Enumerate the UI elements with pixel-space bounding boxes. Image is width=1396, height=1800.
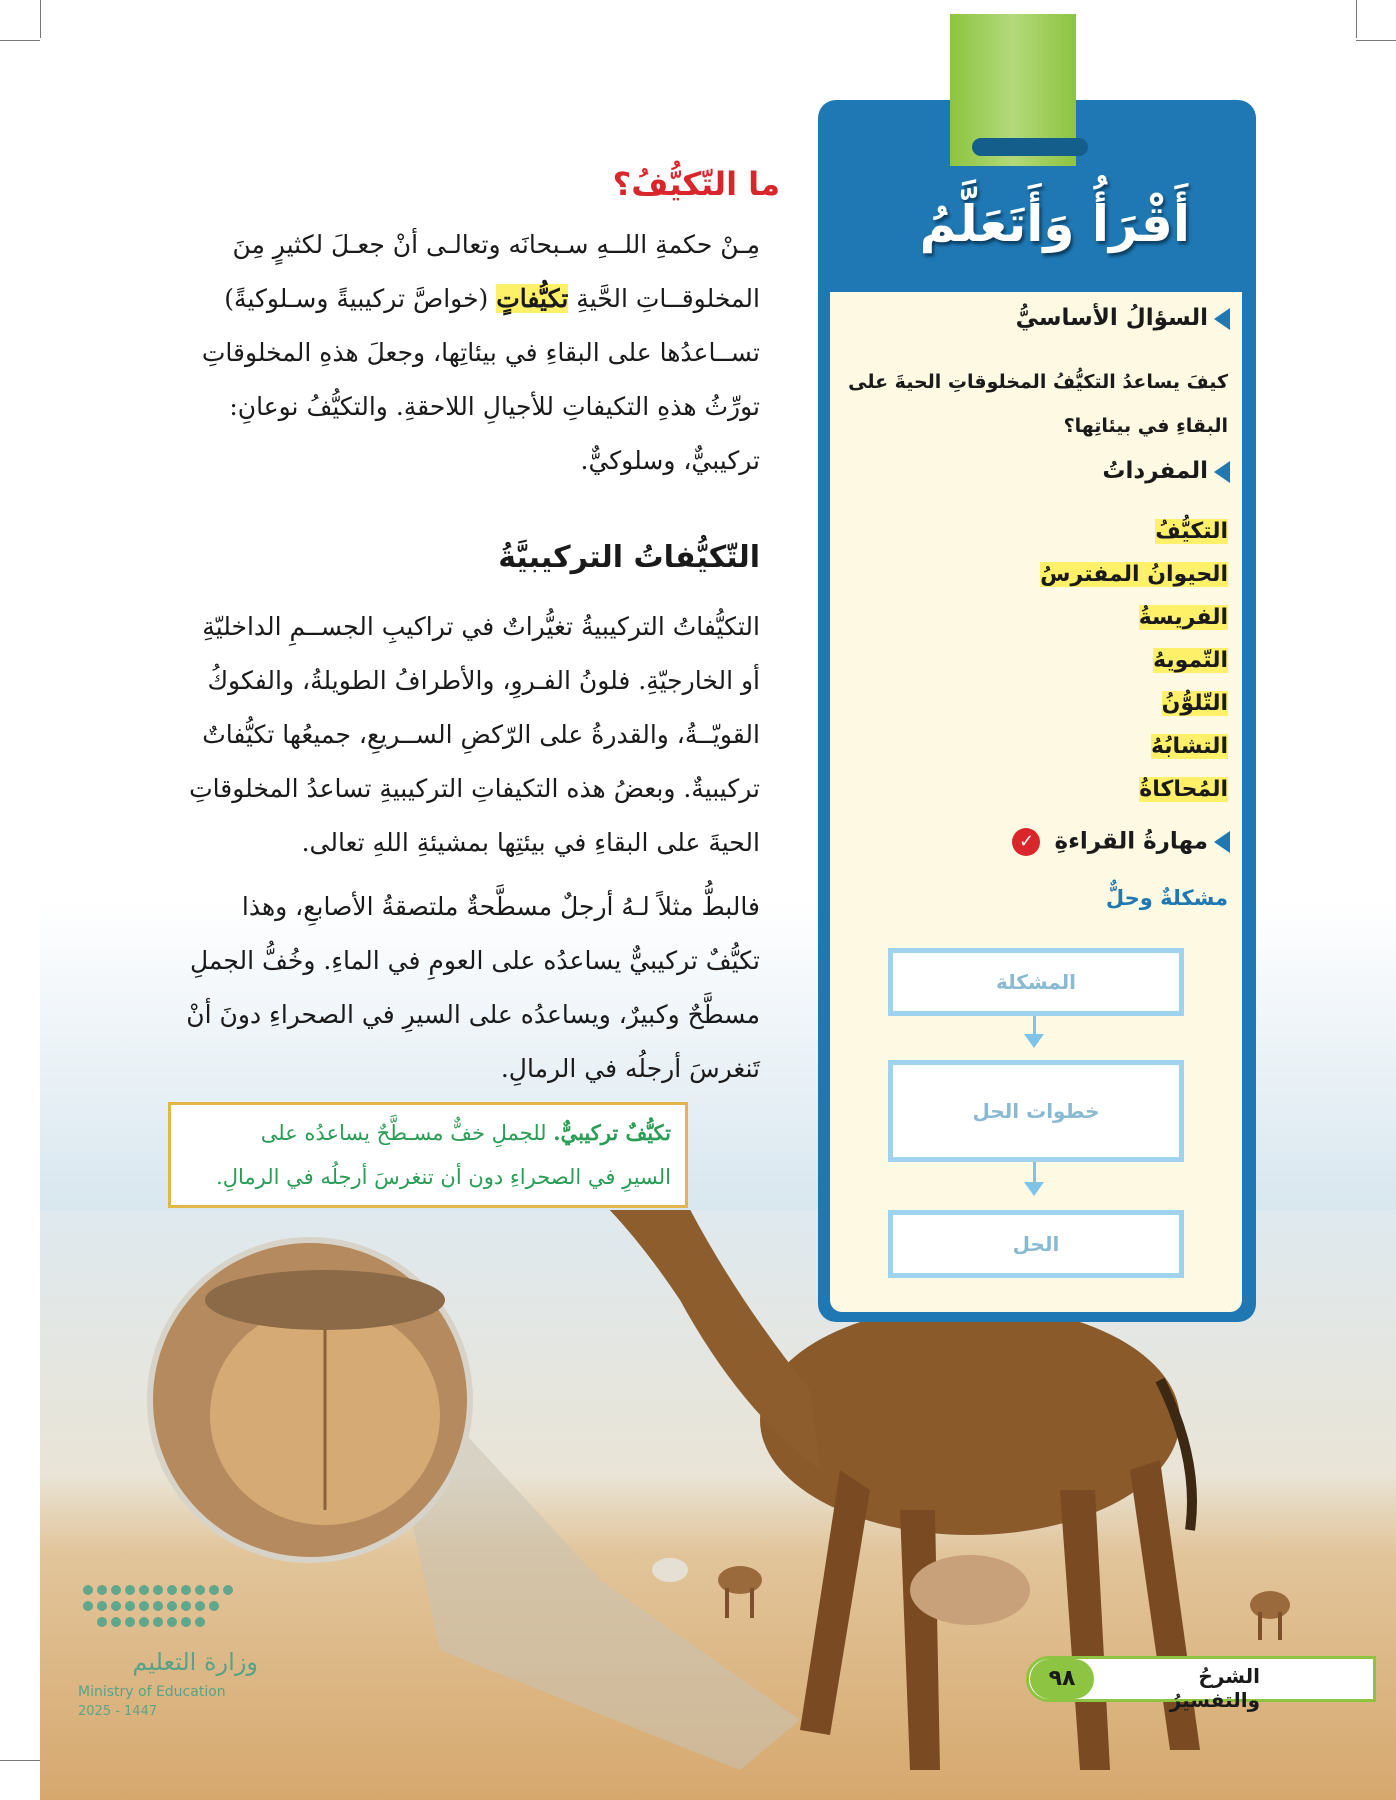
edition-year: 2025 - 1447: [78, 1704, 158, 1719]
vocab-term: التكيُّفُ: [1155, 519, 1228, 544]
caption-line: [185, 1111, 671, 1155]
ministry-logo: [78, 1580, 248, 1640]
text-line: مِـنْ حكمةِ اللــهِ سـبحانَه وتعالـى أنْ جعـلَ لكثيرٍ مِنَ: [232, 230, 760, 259]
logo-dots-icon: [78, 1580, 248, 1640]
vocab-term: الفريسةُ: [1138, 605, 1228, 630]
text-line: تكيُّفٌ تركيبيٌّ يساعدُه على العومِ في الماءِ. وخُفُّ الجملِ: [189, 946, 760, 975]
paragraph-examples: [160, 880, 760, 1096]
highlighted-term: تكيُّفاتٍ: [496, 284, 569, 313]
footer-section-title: الشرحُ والتفسيرُ: [1169, 1664, 1260, 1712]
triangle-icon: [1214, 461, 1230, 483]
vocab-term: التّلوُّنُ: [1161, 691, 1228, 716]
text-line: تورِّثُ هذهِ التكيفاتِ للأجيالِ اللاحقةِ. والتكيُّفُ نوعانِ:: [229, 392, 760, 421]
vocab-item: [840, 768, 1228, 811]
vocab-item: [840, 639, 1228, 682]
flow-arrow: [1033, 1162, 1036, 1184]
vocab-term: التّمويهُ: [1153, 648, 1228, 673]
flow-box-solution: الحل: [888, 1210, 1184, 1278]
reading-skill-name: مشكلةٌ وحلٌّ: [1105, 886, 1228, 910]
caption-box: [168, 1102, 688, 1208]
flow-box-steps: خطوات الحل: [888, 1060, 1184, 1162]
heading-what-is-adaptation: ما التّكيُّفُ؟: [612, 165, 780, 203]
vocab-item: [840, 682, 1228, 725]
essential-question: [840, 360, 1228, 448]
flow-box-problem: المشكلة: [888, 948, 1184, 1016]
ministry-name-en: Ministry of Education: [78, 1684, 226, 1700]
text-segment: المخلوقــاتِ الحَّيةِ: [568, 284, 760, 313]
heading-structural-adaptations: التّكيُّفاتُ التركيبيَّةُ: [498, 540, 760, 575]
vocab-term: الحيوانُ المفترسُ: [1040, 562, 1228, 587]
flow-arrow: [1033, 1016, 1036, 1036]
reading-skill-heading: [940, 828, 1230, 856]
text-line: تركيبيةٌ. وبعضُ هذه التكيفاتِ التركيبيةِ تساعدُ المخلوقاتِ: [189, 774, 760, 803]
text-segment: (خواصَّ تركيبيةً وسـلوكيةً): [224, 284, 497, 313]
page-number: ٩٨: [1030, 1659, 1094, 1699]
text-line: [160, 272, 760, 326]
section-label: السؤالُ الأساسيُّ: [1015, 305, 1208, 331]
vocab-term: التشابُهُ: [1150, 734, 1228, 759]
text-line: الحيةَ على البقاءِ في بيئتِها بمشيئةِ اللهِ تعالى.: [301, 828, 760, 857]
essential-question-heading: [980, 305, 1230, 331]
section-label: المفرداتُ: [1102, 458, 1208, 484]
text-line: فالبطُّ مثلاً لـهُ أرجلٌ مسطَّحةٌ ملتصقةُ الأصابعِ، وهذا: [241, 892, 760, 921]
paragraph-structural: [160, 600, 760, 870]
text-line: التكيُّفاتُ التركيبيةُ تغيُّراتٌ في تراكيبِ الجســمِ الداخليّةِ: [202, 612, 760, 641]
vocab-item: [840, 596, 1228, 639]
crop-mark: [0, 1760, 40, 1761]
paragraph-intro: [160, 218, 760, 488]
text-line: أو الخارجيّةِ. فلونُ الفـروِ، والأطرافُ الطويلةُ، والفكوكُ: [207, 666, 760, 695]
vocabulary-list: [840, 510, 1228, 811]
ministry-name-ar: وزارة التعليم: [132, 1648, 258, 1676]
crop-mark: [0, 40, 40, 41]
question-line: كيفَ يساعدُ التكيُّفُ المخلوقاتِ الحيةَ على: [848, 371, 1228, 393]
flow-arrow-head: [1024, 1034, 1044, 1048]
text-line: تركيبيٌّ، وسلوكيٌّ.: [580, 446, 760, 475]
flow-arrow-head: [1024, 1182, 1044, 1196]
text-line: القويّــةُ، والقدرةُ على الرّكضِ الســريعِ، جميعُها تكيُّفاتٌ: [202, 720, 760, 749]
text-line: مسطَّحٌ وكبيرٌ، ويساعدُه على السيرِ في الصحراءِ دونَ أنْ: [186, 1000, 760, 1029]
caption-bold: تكيُّفٌ تركيبيٌّ.: [553, 1120, 671, 1145]
panel-title: أَقْرَأُ وَأَتَعَلَّمُ: [919, 195, 1190, 253]
vocab-item: [840, 553, 1228, 596]
section-label: مهارةُ القراءةِ: [1054, 828, 1208, 855]
crop-mark: [1356, 40, 1396, 41]
checkmark-icon: ✓: [1012, 828, 1040, 856]
question-line: البقاءِ في بيئاتِها؟: [1063, 415, 1228, 437]
vocab-item: [840, 725, 1228, 768]
crop-mark: [1356, 0, 1357, 38]
vocab-term: المُحاكاةُ: [1139, 777, 1228, 802]
caption-line: السيرِ في الصحراءِ دون أن تنغرسَ أرجلُه في الرمالِ.: [216, 1165, 671, 1189]
text-line: تَنغرسَ أرجلُه في الرمالِ.: [500, 1054, 760, 1083]
crop-mark: [40, 0, 41, 38]
text-line: تســاعدُها على البقاءِ في بيئاتِها، وجعلَ هذهِ المخلوقاتِ: [201, 338, 760, 367]
triangle-icon: [1214, 308, 1230, 330]
vocabulary-heading: [980, 458, 1230, 484]
triangle-icon: [1214, 831, 1230, 853]
ribbon-slot: [972, 138, 1088, 156]
vocab-item: [840, 510, 1228, 553]
caption-text: للجملِ خفٌّ مسـطَّحٌ يساعدُه على: [260, 1121, 554, 1145]
